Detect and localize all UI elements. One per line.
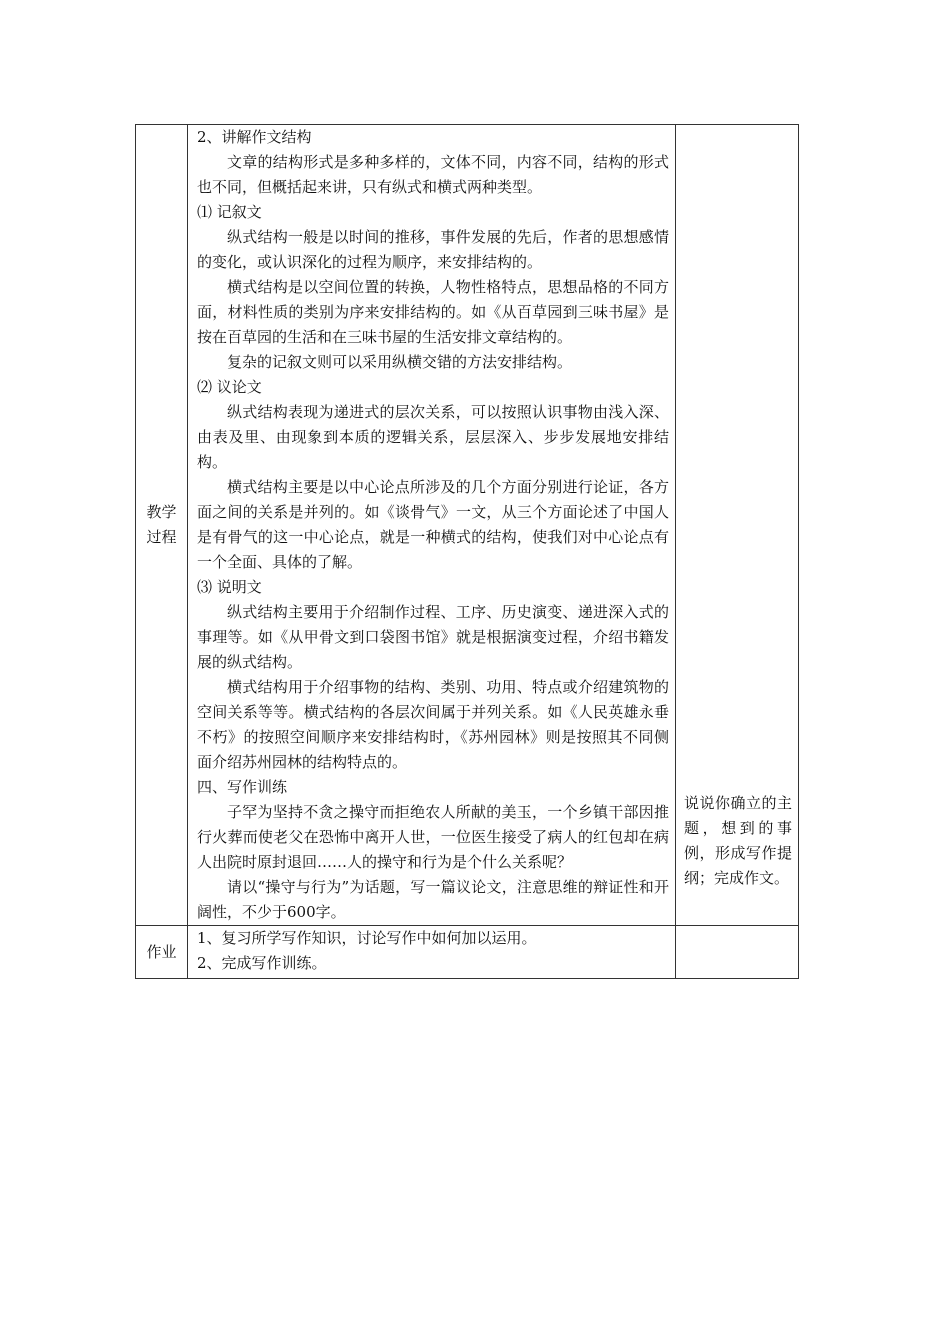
paragraph: 纵式结构主要用于介绍制作过程、工序、历史演变、递进深入式的事理等。如《从甲骨文到口袋图书馆》就是根据演变过程，介绍书籍发展的纵式结构。	[197, 603, 669, 671]
paragraph: 请以“操守与行为”为话题，写一篇议论文，注意思维的辩证性和开阔性，不少于600字。	[197, 878, 669, 921]
paragraph: ⑴ 记叙文	[197, 203, 262, 221]
paragraph: 2、讲解作文结构	[197, 128, 312, 146]
label-teaching-process	[136, 125, 188, 926]
paragraph: 复杂的记叙文则可以采用纵横交错的方法安排结构。	[227, 353, 573, 371]
paragraph: 四、写作训练	[197, 778, 288, 796]
note-teaching-process: 说说你确立的主题，想到的事例，形成写作提纲；完成作文。	[676, 125, 799, 926]
homework-line: 1、复习所学写作知识，讨论写作中如何加以运用。	[197, 929, 537, 947]
paragraph: 子罕为坚持不贪之操守而拒绝农人所献的美玉，一个乡镇干部因推行火葬而使老父在恐怖中离开人世，一位医生接受了病人的红包却在病人出院时原封退回……人的操守和行为是个什么关系呢？	[197, 803, 669, 871]
row-teaching-process	[136, 125, 799, 926]
paragraph: 横式结构主要是以中心论点所涉及的几个方面分别进行论证，各方面之间的关系是并列的。如《谈骨气》一文，从三个方面论述了中国人是有骨气的这一中心论点，就是一种横式的结构，使我们对中心论点有一个全面、具体的了解。	[197, 478, 669, 571]
paragraph: 横式结构用于介绍事物的结构、类别、功用、特点或介绍建筑物的空间关系等等。横式结构的各层次间属于并列关系。如《人民英雄永垂不朽》的按照空间顺序来安排结构时，《苏州园林》则是按照其不同侧面介绍苏州园林的结构特点的。	[197, 678, 669, 771]
paragraph: ⑵ 议论文	[197, 378, 262, 396]
paragraph: 文章的结构形式是多种多样的，文体不同，内容不同，结构的形式也不同，但概括起来讲，只有纵式和横式两种类型。	[197, 153, 669, 196]
paragraph: 横式结构是以空间位置的转换，人物性格特点，思想品格的不同方面，材料性质的类别为序来安排结构的。如《从百草园到三味书屋》是按在百草园的生活和在三味书屋的生活安排文章结构的。	[197, 278, 669, 346]
note-homework	[676, 926, 799, 979]
label-teaching-process-text: 教学过程	[146, 503, 177, 546]
row-homework	[136, 926, 799, 979]
label-homework-text: 作业	[146, 942, 177, 961]
homework-line: 2、完成写作训练。	[197, 954, 327, 972]
content-teaching-process	[188, 125, 676, 926]
paragraph: 纵式结构表现为递进式的层次关系，可以按照认识事物由浅入深、由表及里、由现象到本质的逻辑关系，层层深入、步步发展地安排结构。	[197, 403, 669, 471]
paragraph: 纵式结构一般是以时间的推移，事件发展的先后，作者的思想感情的变化，或认识深化的过程为顺序，来安排结构的。	[197, 228, 669, 271]
paragraph: ⑶ 说明文	[197, 578, 262, 596]
content-homework	[188, 926, 676, 979]
label-homework	[136, 926, 188, 979]
lesson-plan-table	[135, 124, 799, 979]
